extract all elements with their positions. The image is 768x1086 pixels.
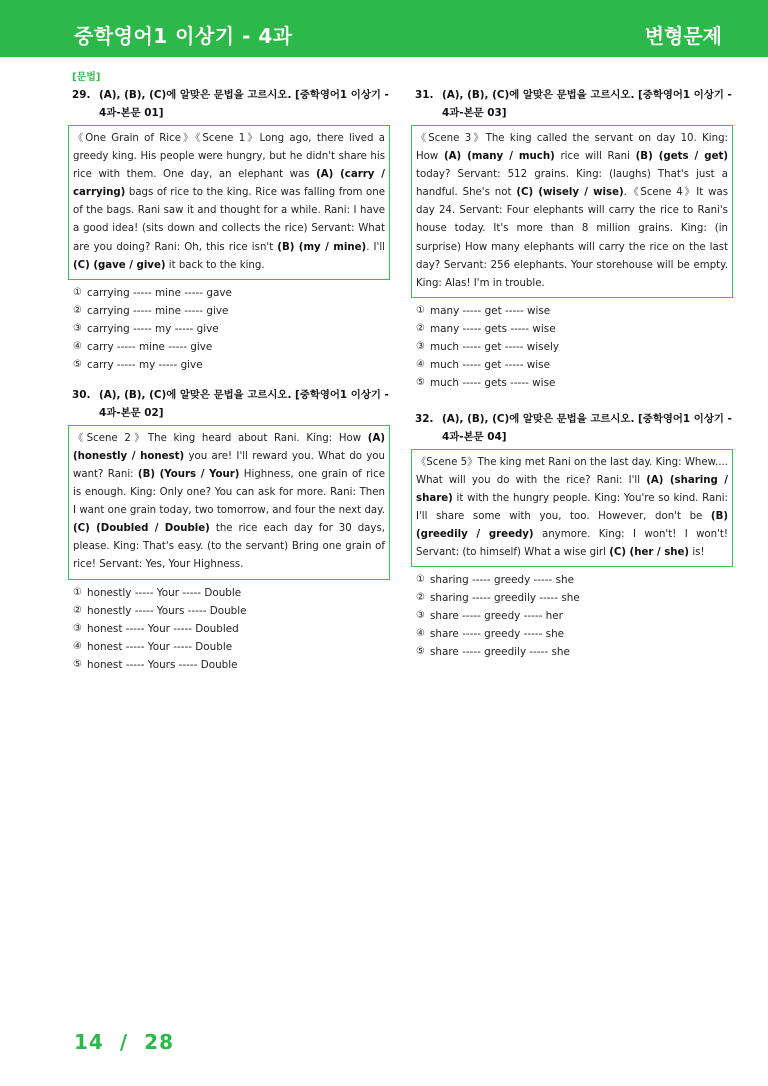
question-header	[72, 86, 390, 122]
option-1[interactable]	[73, 584, 390, 602]
option-1[interactable]	[416, 302, 733, 320]
option-number: ②	[73, 604, 82, 616]
option-3[interactable]	[416, 338, 733, 356]
option-text: carrying ----- mine ----- give	[87, 304, 229, 317]
question-prompt: (A), (B), (C)에 알맞은 문법을 고르시오. [중학영어1 이상기 - 4과-본문 02]	[99, 388, 389, 419]
passage-text: it with the hungry people. King: You're so kind. Rani: I'll share some with you, too. However, don't be	[416, 493, 728, 523]
option-4[interactable]	[416, 356, 733, 374]
option-2[interactable]	[73, 302, 390, 320]
passage-text: 《Scene 2》The king heard about Rani. King: How	[73, 432, 368, 444]
option-number: ③	[416, 610, 425, 622]
question-number: 30.	[72, 388, 91, 401]
option-text: carrying ----- my ----- give	[87, 322, 219, 335]
option-text: many ----- get ----- wise	[430, 304, 551, 317]
option-number: ⑤	[416, 376, 425, 388]
passage-text: you are! I'll reward you. What do you want? Rani:	[73, 450, 385, 480]
question-30	[68, 386, 390, 674]
option-1[interactable]	[416, 571, 733, 589]
page-number	[74, 1030, 182, 1054]
option-text: share ----- greedily ----- she	[430, 646, 570, 659]
blank-c: (C) (wisely / wise)	[516, 187, 624, 199]
passage-text: the rice each day for 30 days, please. King: That's easy. (to the servant) Bring one grain of rice! Servant: Yes, Your Highness.	[73, 523, 385, 571]
option-1[interactable]	[73, 284, 390, 302]
answer-options	[416, 571, 733, 661]
option-number: ④	[73, 340, 82, 352]
left-column	[68, 68, 390, 674]
option-number: ①	[73, 586, 82, 598]
passage-text: 《Scene 3》The king called the servant on day 10. King: How	[416, 133, 728, 163]
total-pages: 28	[144, 1030, 174, 1054]
passage-text: is!	[689, 547, 705, 559]
blank-c: (C) (gave / give)	[73, 259, 166, 271]
option-number: ③	[73, 322, 82, 334]
option-text: sharing ----- greedily ----- she	[430, 592, 580, 605]
option-text: much ----- get ----- wise	[430, 358, 550, 371]
option-text: honestly ----- Your ----- Double	[87, 586, 242, 599]
question-29	[68, 86, 390, 374]
blank-b: (B) (gets / get)	[635, 151, 728, 163]
option-3[interactable]	[73, 320, 390, 338]
passage-text: 《One Grain of Rice》《Scene 1》Long ago, there lived a greedy king. His people were hungry, but he didn't share his rice with them. One day, an elephant was	[73, 133, 385, 181]
current-page: 14	[74, 1030, 104, 1054]
blank-a: (A) (sharing / share)	[416, 474, 728, 505]
blank-b: (B) (Yours / Your)	[137, 468, 240, 480]
question-header	[415, 86, 733, 122]
option-3[interactable]	[416, 607, 733, 625]
option-2[interactable]	[416, 589, 733, 607]
option-5[interactable]	[416, 643, 733, 661]
passage-text: . I'll	[366, 241, 385, 253]
header-category: 변형문제	[644, 24, 722, 48]
option-number: ⑤	[73, 658, 82, 670]
blank-b: (B) (greedily / greedy)	[416, 511, 728, 541]
option-number: ④	[73, 640, 82, 652]
blank-c: (C) (Doubled / Double)	[73, 523, 210, 535]
passage-box	[68, 425, 390, 580]
option-number: ②	[416, 592, 425, 604]
option-text: carry ----- mine ----- give	[87, 340, 213, 353]
question-prompt: (A), (B), (C)에 알맞은 문법을 고르시오. [중학영어1 이상기 - 4과-본문 04]	[442, 412, 732, 443]
passage-box	[411, 449, 733, 568]
question-32	[411, 410, 733, 662]
option-2[interactable]	[73, 602, 390, 620]
option-text: share ----- greedy ----- her	[430, 610, 563, 623]
answer-options	[416, 302, 733, 392]
option-4[interactable]	[416, 625, 733, 643]
option-text: sharing ----- greedy ----- she	[430, 574, 574, 587]
option-number: ⑤	[416, 646, 425, 658]
question-header	[415, 410, 733, 446]
option-number: ①	[73, 286, 82, 298]
option-text: much ----- gets ----- wise	[430, 376, 556, 389]
option-4[interactable]	[73, 638, 390, 656]
option-text: honestly ----- Yours ----- Double	[87, 604, 247, 617]
option-4[interactable]	[73, 338, 390, 356]
option-5[interactable]	[73, 656, 390, 674]
right-column	[411, 86, 733, 661]
option-number: ①	[416, 574, 425, 586]
option-number: ③	[416, 340, 425, 352]
passage-text: bags of rice to the king. Rice was falling from one of the bags. Rani saw it and thought for a while. Rani: I have a good idea! (sits down and collects the rice) Servant: What are you doing? Rani: Oh, this rice isn't	[73, 187, 385, 253]
option-text: much ----- get ----- wisely	[430, 340, 560, 353]
passage-text: today? Servant: 512 grains. King: (laughs) That's just a handful. She's not	[416, 169, 728, 199]
passage-text: rice will Rani	[554, 151, 636, 163]
option-number: ③	[73, 622, 82, 634]
option-text: honest ----- Your ----- Doubled	[87, 622, 239, 635]
option-number: ①	[416, 304, 425, 316]
option-text: honest ----- Your ----- Double	[87, 640, 233, 653]
passage-text: Highness, one grain of rice is enough. King: Only one? You can ask for more. Rani: Then I want one grain today, two tomorrow, and four the next day.	[73, 468, 385, 517]
question-prompt: (A), (B), (C)에 알맞은 문법을 고르시오. [중학영어1 이상기 - 4과-본문 01]	[99, 89, 389, 119]
option-text: carrying ----- mine ----- gave	[87, 286, 232, 299]
answer-options	[73, 584, 390, 674]
answer-options	[73, 284, 390, 374]
blank-a: (A) (honestly / honest)	[73, 432, 385, 462]
section-label: [문법]	[72, 72, 101, 83]
option-text: carry ----- my ----- give	[87, 358, 203, 371]
passage-text: .《Scene 4》It was day 24. Servant: Four elephants will carry the rice to Rani's house today. It's more than 8 million grains. King: (in surprise) How many elephants will carry the rice on the last day? Servant: 256 elephants. Your storehouse will be empty. King: Alas! I'm in trouble.	[416, 187, 728, 289]
option-text: share ----- greedy ----- she	[430, 628, 565, 641]
option-3[interactable]	[73, 620, 390, 638]
option-number: ⑤	[73, 358, 82, 370]
question-number: 31.	[415, 89, 434, 101]
blank-a: (A) (many / much)	[443, 151, 555, 163]
option-5[interactable]	[416, 374, 733, 392]
question-prompt: (A), (B), (C)에 알맞은 문법을 고르시오. [중학영어1 이상기 - 4과-본문 03]	[442, 89, 732, 119]
option-number: ④	[416, 628, 425, 640]
option-text: honest ----- Yours ----- Double	[87, 658, 238, 671]
option-5[interactable]	[73, 356, 390, 374]
question-31	[411, 86, 733, 392]
question-header	[72, 386, 390, 422]
question-number: 32.	[415, 412, 434, 425]
page-separator: /	[119, 1030, 129, 1054]
blank-a: (A) (carry / carrying)	[73, 169, 385, 199]
question-number: 29.	[72, 89, 91, 101]
passage-box	[68, 125, 390, 280]
passage-box	[411, 125, 733, 298]
option-text: many ----- gets ----- wise	[430, 322, 556, 335]
page-header	[0, 0, 768, 57]
header-title: 중학영어1 이상기 - 4과	[74, 24, 293, 48]
option-number: ②	[416, 322, 425, 334]
option-number: ④	[416, 358, 425, 370]
blank-b: (B) (my / mine)	[277, 241, 367, 253]
passage-text: it back to the king.	[165, 259, 265, 271]
passage-text: 《Scene 5》The king met Rani on the last day. King: Whew.... What will you do with the rice? Rani: I'll	[416, 456, 728, 486]
option-number: ②	[73, 304, 82, 316]
passage-text: anymore. King: I won't! I won't! Servant: (to himself) What a wise girl	[416, 529, 729, 559]
blank-c: (C) (her / she)	[609, 547, 690, 559]
option-2[interactable]	[416, 320, 733, 338]
